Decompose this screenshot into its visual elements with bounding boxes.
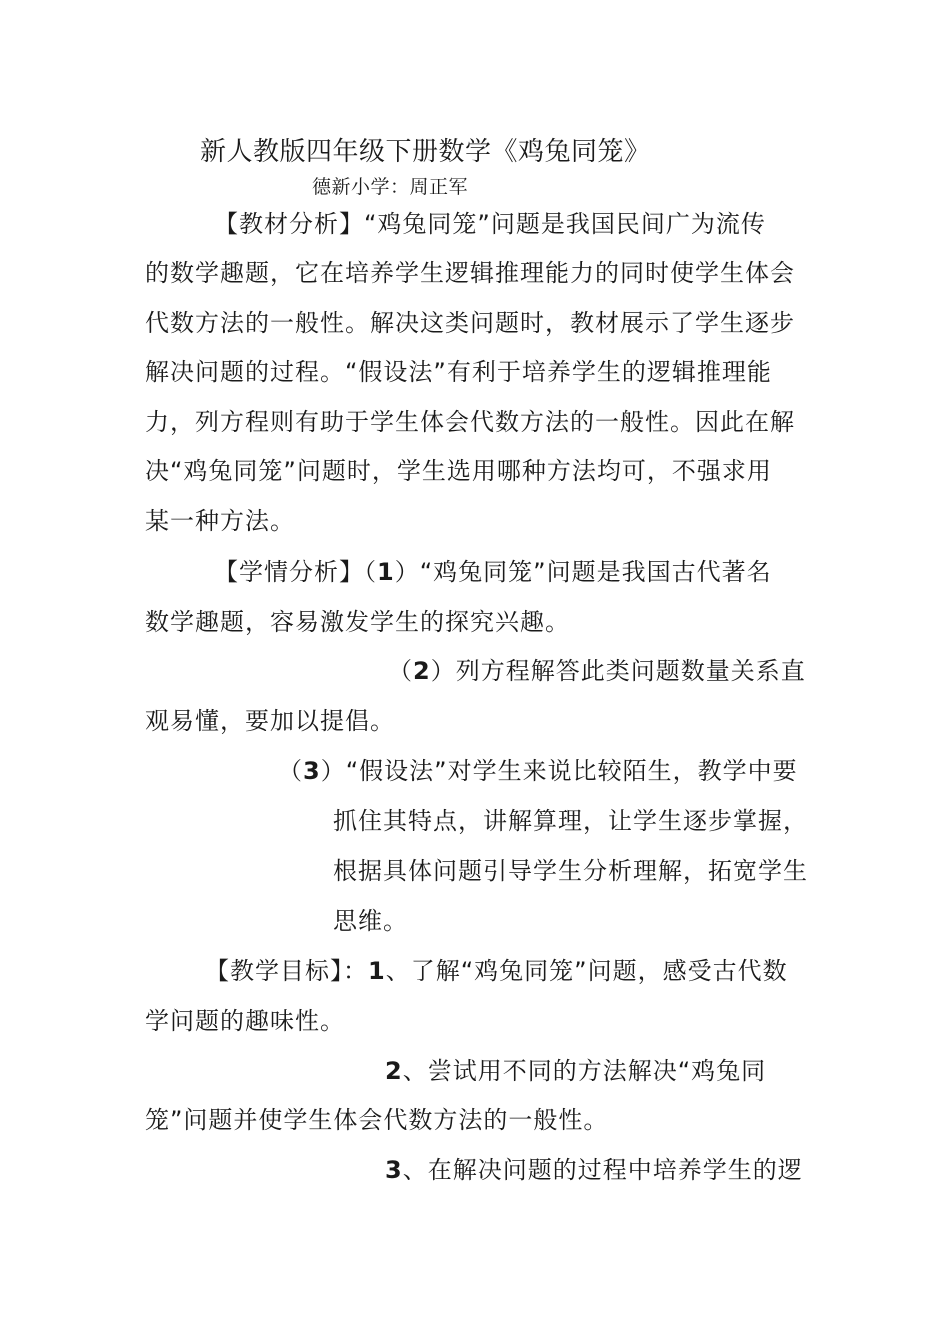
teaching-goal-line: 学问题的趣味性。 [145,1007,345,1035]
item-text: 、在解决问题的过程中培养学生的逻 [402,1156,803,1184]
student-analysis-line: 抓住其特点，讲解算理，让学生逐步掌握， [333,807,808,835]
item-number: 1 [368,957,386,985]
student-analysis-line: 根据具体问题引导学生分析理解，拓宽学生 [333,857,808,885]
textbook-analysis-line: 决“鸡兔同笼”问题时，学生选用哪种方法均可，不强求用 [145,457,772,485]
student-analysis-line: 数学趣题，容易激发学生的探究兴趣。 [145,608,570,636]
student-analysis-line: 思维。 [333,907,408,935]
document-title: 新人教版四年级下册数学《鸡兔同笼》 [200,137,651,167]
item-text: ）列方程解答此类问题数量关系直 [430,657,806,685]
textbook-analysis-line: 【教材分析】“鸡兔同笼”问题是我国民间广为流传 [214,210,766,238]
item-text: 、了解“鸡兔同笼”问题，感受古代数 [385,957,788,985]
item-number: 3 [303,757,321,785]
textbook-analysis-line: 的数学趣题，它在培养学生逻辑推理能力的同时使学生体会 [145,259,795,287]
item-text: ）“鸡兔同笼”问题是我国古代著名 [394,558,772,586]
textbook-analysis-line: 某一种方法。 [145,507,295,535]
item-number: 2 [385,1057,403,1085]
student-analysis-item-2 [388,656,806,686]
item-number: 1 [377,558,395,586]
author-line: 德新小学：周正军 [312,176,469,198]
item-prefix: 【学情分析】（ [214,558,377,586]
student-analysis-line: 观易懂，要加以提倡。 [145,707,395,735]
item-prefix: （ [278,757,303,785]
item-text: 、尝试用不同的方法解决“鸡兔同 [402,1057,767,1085]
student-analysis-item-1 [214,557,772,587]
student-analysis-item-3 [278,756,798,786]
textbook-analysis-line: 代数方法的一般性。解决这类问题时，教材展示了学生逐步 [145,309,795,337]
item-number: 3 [385,1156,403,1184]
teaching-goal-item-3 [385,1155,803,1185]
teaching-goal-item-1 [205,956,788,986]
item-text: ）“假设法”对学生来说比较陌生，教学中要 [320,757,798,785]
item-prefix: （ [388,657,413,685]
teaching-goal-item-2 [385,1056,766,1086]
teaching-goal-line: 笼”问题并使学生体会代数方法的一般性。 [145,1106,609,1134]
textbook-analysis-line: 力，列方程则有助于学生体会代数方法的一般性。因此在解 [145,408,795,436]
textbook-analysis-line: 解决问题的过程。“假设法”有利于培养学生的逻辑推理能 [145,358,772,386]
item-prefix: 【教学目标】： [205,957,368,985]
item-number: 2 [413,657,431,685]
